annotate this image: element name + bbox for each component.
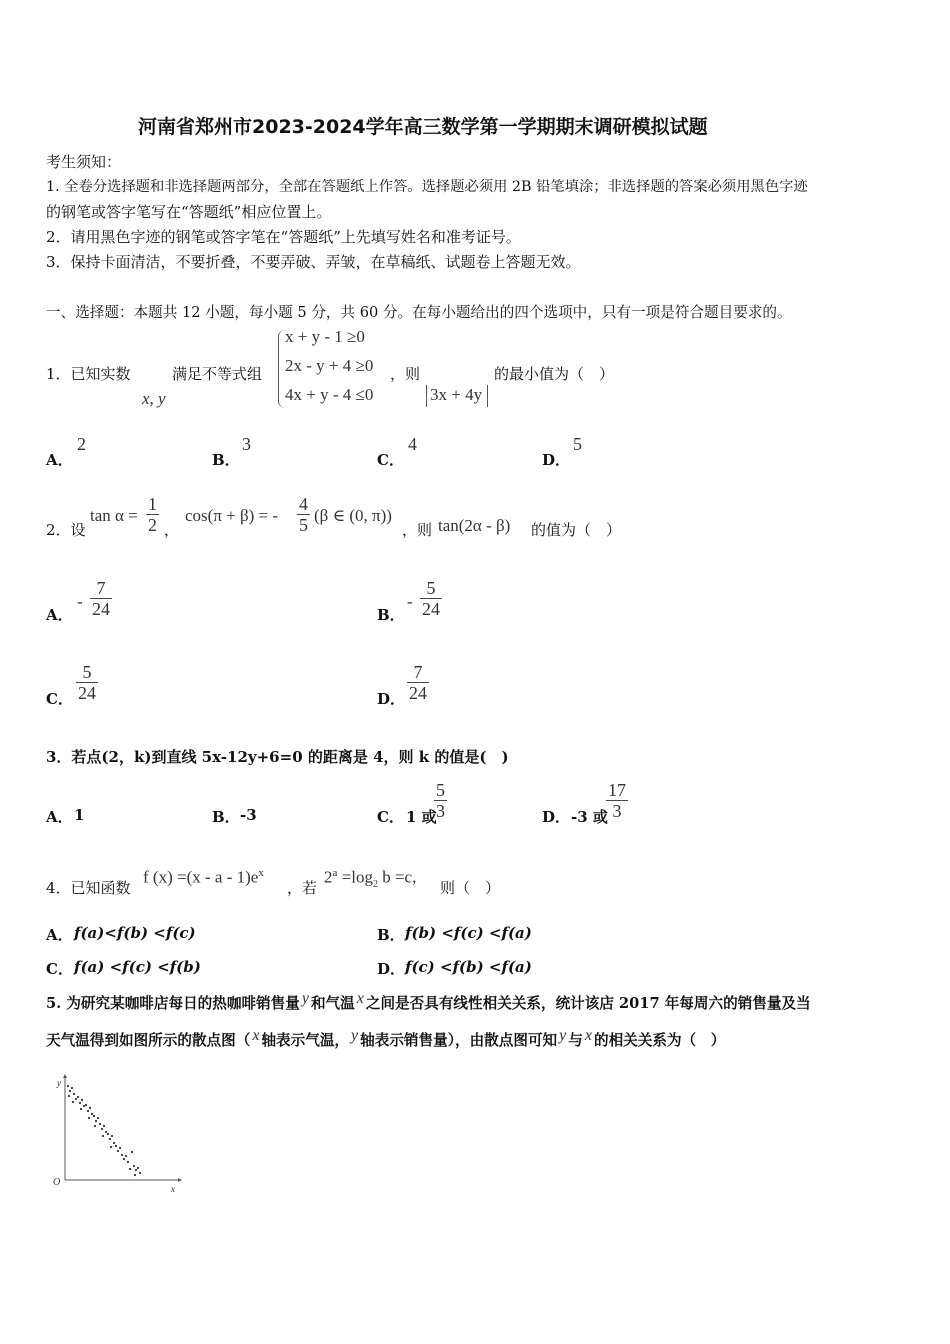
q2-option-c-label: C．: [46, 690, 73, 708]
q1-stem-end: 的最小值为（ ）: [494, 365, 615, 383]
notice-item-3: 3．保持卡面清洁，不要折叠，不要弄破、弄皱，在草稿纸、试题卷上答题无效。: [46, 253, 581, 271]
q4-option-a-label: A．: [46, 926, 73, 944]
q2-cos-expr: cos(π + β) = -: [185, 506, 279, 525]
q1-option-d-label: D．: [542, 451, 571, 469]
q1-abs-left-bar: [426, 385, 427, 407]
q2-stem-start: 2．设: [46, 521, 86, 539]
q3-option-d-label: D．: [542, 808, 571, 826]
scatter-point: [83, 1105, 85, 1107]
scatter-point: [94, 1125, 96, 1127]
scatter-point: [77, 1096, 79, 1098]
scatter-point: [91, 1113, 93, 1115]
q5-plot-x-label: x: [171, 1184, 175, 1194]
q4-stem-end: 则（ ）: [440, 879, 501, 897]
q2-option-c-fraction: [76, 662, 98, 703]
q2-tan-den: 2: [148, 515, 157, 535]
scatter-point: [133, 1165, 135, 1167]
q5-var-y: y: [301, 990, 309, 1007]
q1-inequality-1: x + y - 1 ≥0: [285, 327, 365, 346]
notice-item-1: 1. 全卷分选择题和非选择题两部分，全部在答题纸上作答。选择题必须用 2B 铅笔填涂；非选择题的答案必须用黑色字迹: [46, 179, 808, 195]
q5-line-1: [46, 992, 811, 1013]
q5-var-y-2: y: [351, 1027, 359, 1044]
q3-option-d-text: -3 或: [571, 808, 608, 826]
q1-option-c-value: 4: [408, 434, 417, 454]
q1-stem-start: 1．已知实数: [46, 365, 131, 383]
scatter-point: [73, 1093, 75, 1095]
q1-option-b-value: 3: [242, 434, 251, 454]
scatter-point: [69, 1090, 71, 1092]
q4-option-a-text: f(a)<f(b) <f(c): [74, 924, 196, 942]
q5-line2-b: 轴表示气温，: [261, 1032, 350, 1049]
q5-plot-y-arrow: [63, 1074, 67, 1078]
q5-var-x-3: x: [584, 1027, 592, 1044]
q4-cond-end: b =c,: [382, 867, 417, 887]
scatter-point: [121, 1154, 123, 1156]
q1-vars: x, y: [142, 389, 166, 408]
scatter-point: [139, 1172, 141, 1174]
q3-option-c-num: 5: [436, 780, 445, 800]
q2-tan-fraction: [146, 494, 159, 535]
q2-option-a-den: 24: [92, 599, 110, 619]
q5-line-2: [46, 1029, 725, 1050]
q1-stem-mid: 满足不等式组: [172, 365, 263, 383]
scatter-point: [89, 1107, 91, 1109]
scatter-point: [135, 1169, 137, 1171]
q4-option-d-text: f(c) <f(b) <f(a): [405, 958, 532, 976]
scatter-point: [127, 1161, 129, 1163]
q4-option-b-text: f(b) <f(c) <f(a): [405, 924, 532, 942]
q5-scatter-plot: [48, 1072, 188, 1202]
q2-option-b-num: 5: [420, 578, 442, 599]
scatter-point: [109, 1138, 111, 1140]
q3-option-a-label: A．: [46, 808, 73, 826]
scatter-point: [93, 1115, 95, 1117]
scatter-point: [88, 1117, 90, 1119]
page-title: 河南省郑州市2023-2024学年高三数学第一学期期末调研模拟试题: [138, 116, 708, 138]
scatter-point: [113, 1142, 115, 1144]
q3-option-a-text: 1: [74, 806, 85, 824]
q5-line2-a: 天气温得到如图所示的散点图（: [46, 1032, 251, 1049]
q2-cos-num: 4: [299, 494, 308, 514]
q5-plot-origin: O: [53, 1177, 61, 1188]
q4-option-c-text: f(a) <f(c) <f(b): [74, 958, 201, 976]
scatter-point: [129, 1168, 131, 1170]
q5-line2-d: 与: [568, 1032, 583, 1049]
q2-tan-expr: tan α =: [90, 506, 138, 525]
q5-line2-c: 轴表示销售量），由散点图可知: [360, 1032, 558, 1049]
q2-option-c-num: 5: [76, 662, 98, 683]
q3-option-c-den: 3: [436, 801, 445, 821]
scatter-point: [72, 1101, 74, 1103]
q3-option-d-num: 17: [608, 780, 626, 800]
notice-item-2: 2．请用黑色字迹的钢笔或答字笔在“答题纸”上先填写姓名和准考证号。: [46, 228, 521, 246]
q5-var-x: x: [356, 990, 364, 1007]
q5-var-y-3: y: [559, 1027, 567, 1044]
q2-option-b-den: 24: [422, 599, 440, 619]
scatter-point: [68, 1095, 70, 1097]
q4-stem-if: ，若: [287, 879, 318, 897]
notice-heading: 考生须知：: [46, 153, 122, 171]
q4-function-body: f (x) =(x - a - 1)e: [143, 867, 259, 887]
q5-plot-points: [67, 1085, 141, 1176]
scatter-point: [105, 1131, 107, 1133]
q3-option-b-text: -3: [240, 806, 257, 824]
q4-cond-exp: a: [332, 867, 338, 879]
scatter-point: [79, 1102, 81, 1104]
scatter-point: [95, 1120, 97, 1122]
scatter-point: [111, 1135, 113, 1137]
q2-option-b-fraction: [420, 578, 442, 619]
q1-option-d-value: 5: [573, 434, 582, 454]
q2-option-a-label: A．: [46, 606, 73, 624]
scatter-point: [134, 1174, 136, 1176]
q2-tan-num: 1: [148, 494, 157, 514]
q1-option-c-label: C．: [377, 451, 404, 469]
q3-option-c-fraction: [434, 780, 447, 821]
q3-option-d-den: 3: [612, 801, 622, 821]
q2-option-c-den: 24: [78, 683, 96, 703]
q4-option-d-label: D．: [377, 960, 406, 978]
q5-line2-e: 的相关关系为（ ）: [593, 1032, 726, 1049]
q5-line1-a: 5. 为研究某咖啡店每日的热咖啡销售量: [46, 995, 300, 1012]
q4-function: [143, 867, 264, 888]
q5-plot-x-arrow: [178, 1178, 182, 1182]
q2-option-d-label: D．: [377, 690, 406, 708]
q2-option-a-sign: -: [77, 592, 83, 611]
scatter-point: [85, 1104, 87, 1106]
q1-option-b-label: B．: [212, 451, 240, 469]
scatter-point: [125, 1155, 127, 1157]
scatter-point: [71, 1087, 73, 1089]
scatter-point: [99, 1123, 101, 1125]
q2-target-expr: tan(2α - β): [438, 516, 511, 535]
q3-stem: 3．若点(2，k)到直线 5x-12y+6=0 的距离是 4，则 k 的值是( ): [46, 748, 509, 766]
q2-option-b-label: B．: [377, 606, 405, 624]
q2-option-d-num: 7: [407, 662, 429, 683]
q2-stem-then: ，则: [402, 521, 433, 539]
q2-option-a-num: 7: [90, 578, 112, 599]
q3-option-c-text: 1 或: [406, 808, 437, 826]
q5-line1-b: 和气温: [310, 995, 355, 1012]
q1-abs-right-bar: [487, 385, 488, 407]
q2-option-d-den: 24: [409, 683, 427, 703]
scatter-point: [80, 1108, 82, 1110]
scatter-point: [110, 1146, 112, 1148]
scatter-point: [119, 1147, 121, 1149]
q2-option-b-sign: -: [407, 592, 413, 611]
q4-cond-base: 2: [324, 867, 333, 887]
scatter-point: [101, 1128, 103, 1130]
q4-option-b-label: B．: [377, 926, 405, 944]
q5-var-x-2: x: [252, 1027, 260, 1044]
scatter-point: [115, 1145, 117, 1147]
q5-plot-y-label: y: [57, 1078, 61, 1088]
q4-stem-start: 4．已知函数: [46, 879, 131, 897]
q4-cond-sub: 2: [372, 879, 378, 891]
scatter-point: [103, 1125, 105, 1127]
scatter-point: [107, 1133, 109, 1135]
q1-stem-then: ，则: [390, 365, 421, 383]
scatter-point: [75, 1098, 77, 1100]
scatter-point: [97, 1117, 99, 1119]
q1-option-a-label: A．: [46, 451, 73, 469]
q5-line1-c: 之间是否具有线性相关关系，统计该店 2017 年每周六的销售量及当: [365, 995, 811, 1012]
q2-option-a-fraction: [90, 578, 112, 619]
q4-condition: [324, 867, 416, 890]
q3-option-d-fraction: [606, 780, 628, 821]
notice-item-1-cont: 的钢笔或答字笔写在“答题纸”相应位置上。: [46, 203, 332, 221]
q1-inequality-2: 2x - y + 4 ≥0: [285, 356, 374, 375]
scatter-point: [123, 1158, 125, 1160]
scatter-point: [102, 1135, 104, 1137]
q4-cond-log: =log: [341, 867, 373, 887]
scatter-point: [67, 1085, 69, 1087]
q1-inequality-3: 4x + y - 4 ≤0: [285, 385, 374, 404]
q2-condition: (β ∈ (0, π)): [314, 506, 392, 525]
scatter-point: [87, 1110, 89, 1112]
scatter-point: [131, 1151, 133, 1153]
q3-option-b-label: B．: [212, 808, 240, 826]
scatter-point: [137, 1167, 139, 1169]
q1-option-a-value: 2: [77, 434, 86, 454]
scatter-point: [117, 1150, 119, 1152]
q2-stem-end: 的值为（ ）: [531, 521, 622, 539]
q2-comma: ，: [164, 521, 180, 539]
q4-option-c-label: C．: [46, 960, 73, 978]
q1-system-brace: [278, 330, 285, 408]
section-heading: 一、选择题：本题共 12 小题，每小题 5 分，共 60 分。在每小题给出的四个选项中，只有一项是符合题目要求的。: [46, 304, 792, 321]
scatter-point: [81, 1099, 83, 1101]
q1-abs-expr: 3x + 4y: [430, 385, 483, 404]
q4-function-exp: x: [258, 867, 264, 879]
q2-cos-fraction: [297, 494, 310, 535]
q3-option-c-label: C．: [377, 808, 404, 826]
q2-option-d-fraction: [407, 662, 429, 703]
q2-cos-den: 5: [299, 515, 308, 535]
